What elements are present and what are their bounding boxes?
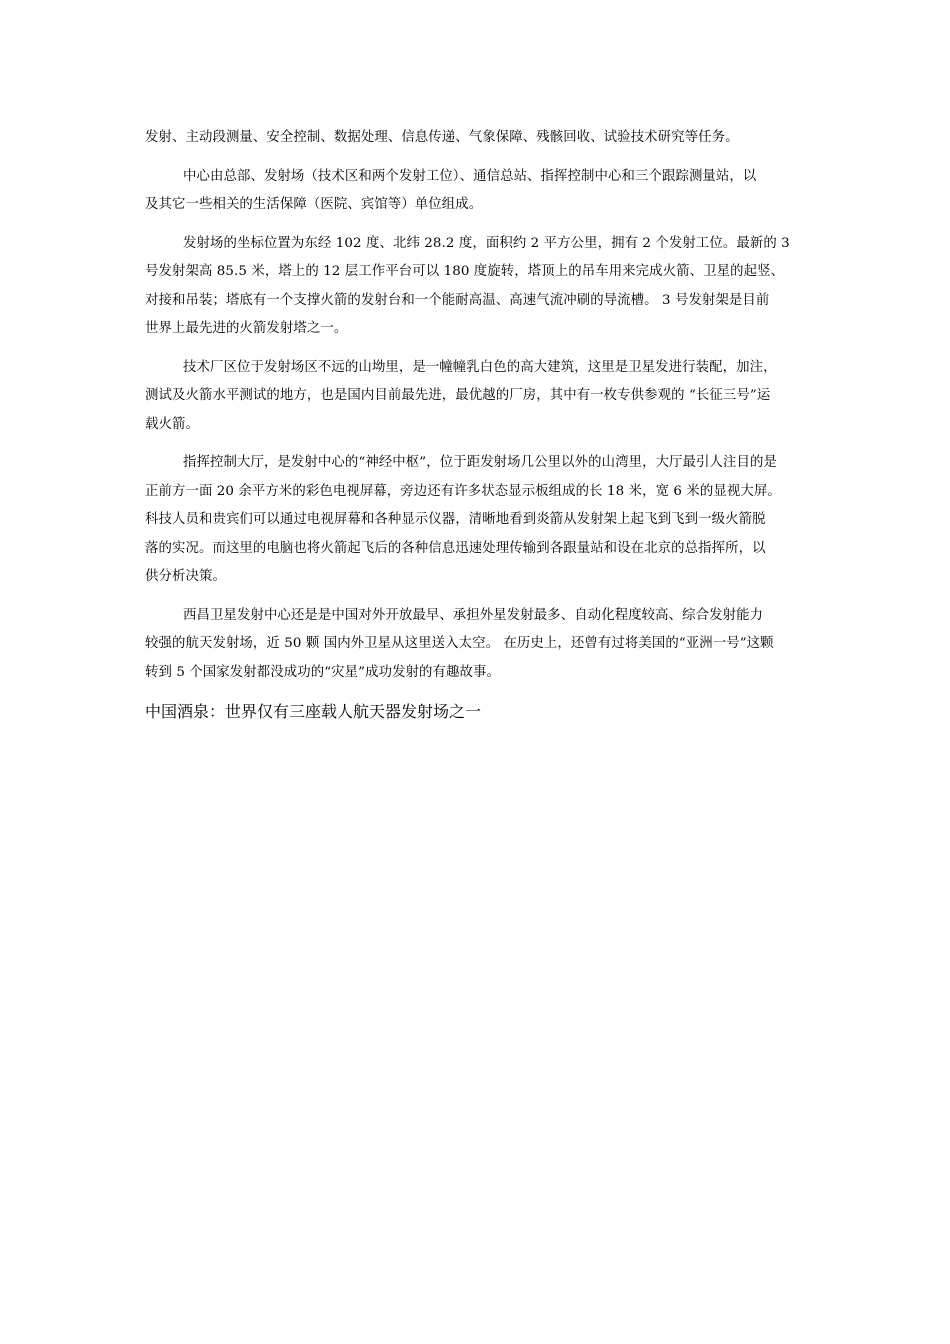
paragraph-control-hall [145,449,807,592]
text-line: 技术厂区位于发射场区不远的山坳里，是一幢幢乳白色的高大建筑，这里是卫星发进行装配，加注， [183,359,777,375]
text-line: 发射、主动段测量、安全控制、数据处理、信息传递、气象保障、残骸回收、试验技术研究等任务。 [145,130,739,145]
paragraph-xichang-history [145,602,807,688]
text-line: 测试及火箭水平测试的地方，也是国内目前最先进，最优越的厂房，其中有一枚专供参观的 “长征三号”运 [145,388,771,403]
text-line: 载火箭。 [145,416,199,432]
text-line: 及其它一些相关的生活保障（医院、宾馆等）单位组成。 [145,197,483,212]
text-line: 中心由总部、发射场（技术区和两个发射工位）、通信总站、指挥控制中心和三个跟踪测量站，以 [183,168,757,184]
text-line: 对接和吊装；塔底有一个支撑火箭的发射台和一个能耐高温、高速气流冲刷的导流槽。 3 号发射架是目前 [145,292,770,308]
text-line: 转到 5 个国家发射都没成功的“灾星”成功发射的有趣故事。 [145,664,500,680]
text-line: 发射场的坐标位置为东经 102 度、北纬 28.2 度，面积约 2 平方公里，拥有 2 个发射工位。最新的 3 [183,235,790,251]
paragraph-launch-site [145,230,807,344]
text-line: 较强的航天发射场，近 50 颗 国内外卫星从这里送入太空。 在历史上，还曾有过将美国的“亚洲一号”这颗 [145,636,774,651]
section-heading: 中国酒泉：世界仅有三座载人航天器发射场之一 [145,702,482,721]
text-line: 指挥控制大厅，是发射中心的“神经中枢”，位于距发射场几公里以外的山湾里，大厅最引人注目的是 [183,455,777,470]
text-line: 科技人员和贵宾们可以通过电视屏幕和各种显示仪器，清晰地看到炎箭从发射架上起飞到飞到一级火箭脱 [145,512,766,527]
paragraph-center-composition [145,163,807,220]
text-line: 号发射架高 85.5 米，塔上的 12 层工作平台可以 180 度旋转，塔顶上的吊车用来完成火箭、卫星的起竖、 [145,264,785,279]
paragraph-mission-tasks [145,124,807,153]
paragraph-technical-area [145,354,807,440]
text-line: 落的实况。而这里的电脑也将火箭起飞后的各种信息迅速处理传输到各跟量站和设在北京的总指挥所，以 [145,540,766,556]
document-body [145,124,807,727]
text-line: 西昌卫星发射中心还是是中国对外开放最早、承担外星发射最多、自动化程度较高、综合发射能力 [183,607,764,623]
text-line: 正前方一面 20 余平方米的彩色电视屏幕，旁边还有许多状态显示板组成的长 18 米，宽 6 米的显视大屏。 [145,483,781,499]
text-line: 世界上最先进的火箭发射塔之一。 [145,321,348,336]
text-line: 供分析决策。 [145,569,226,584]
